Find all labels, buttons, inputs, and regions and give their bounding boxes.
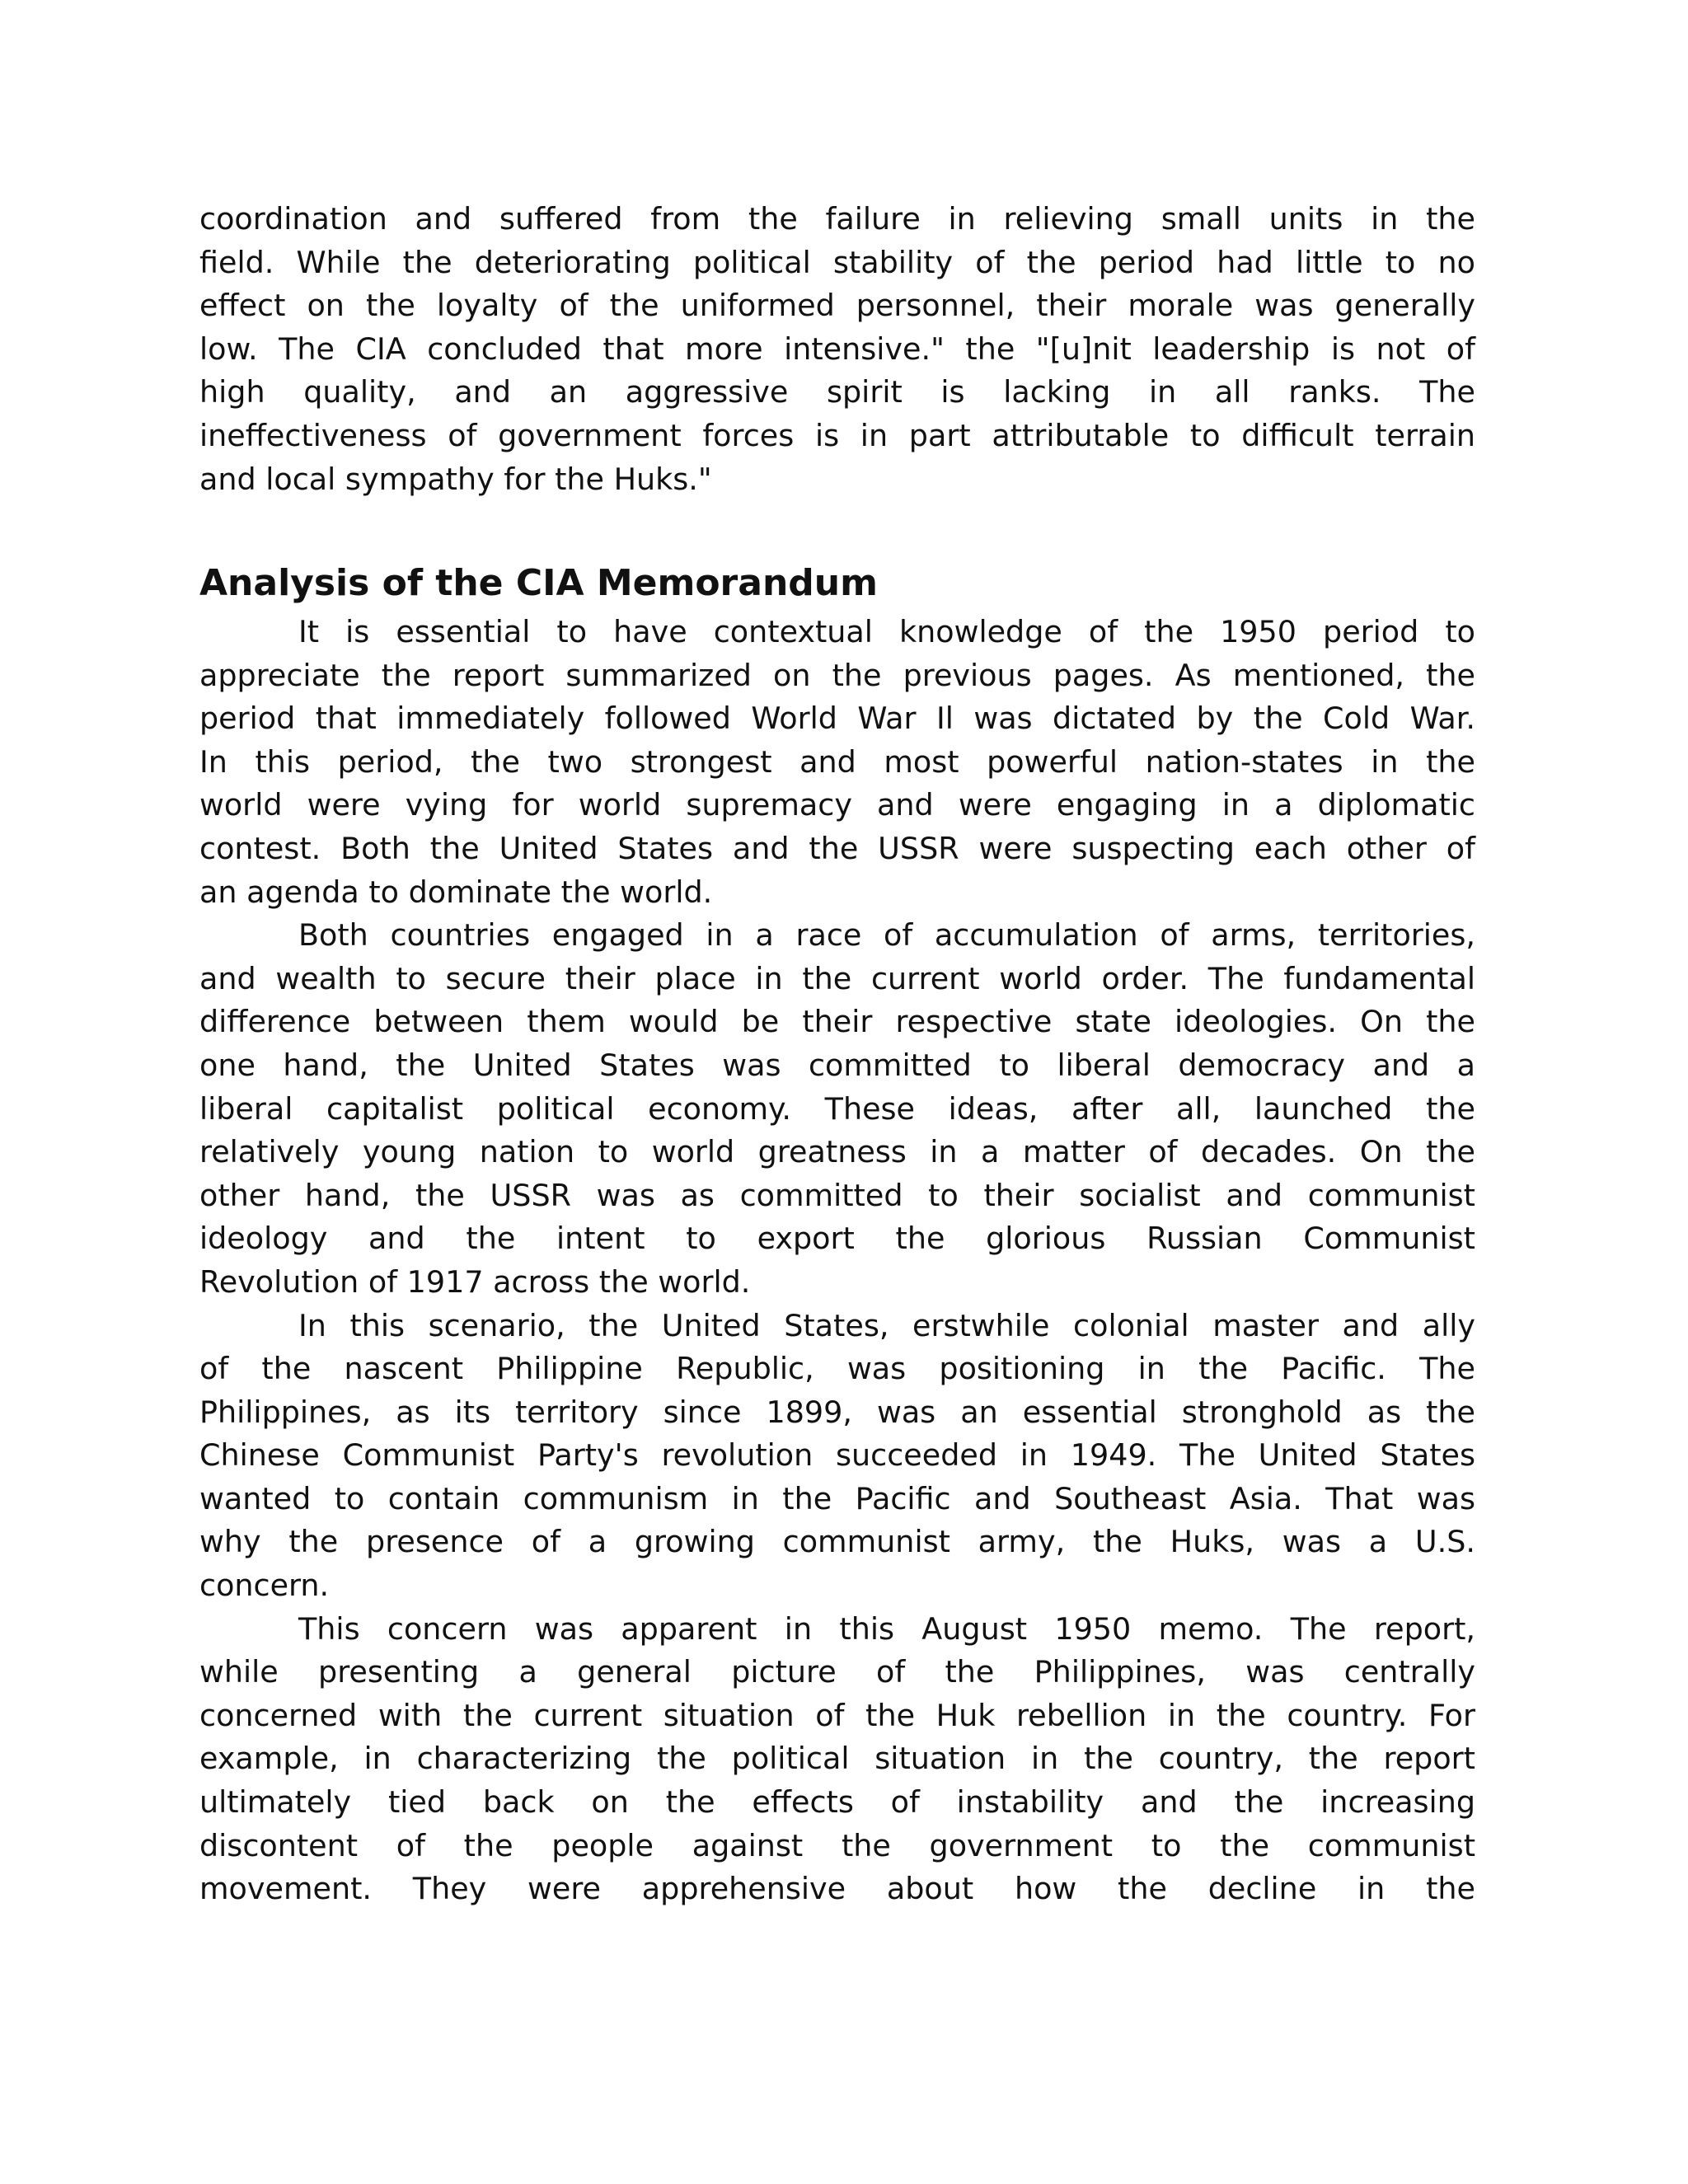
text-line: Both countries engaged in a race of accumulation of arms, territories, [298,917,1475,954]
text-line: Chinese Communist Party's revolution succeeded in 1949. The United States [199,1437,1475,1474]
text-line: coordination and suffered from the failure in relieving small units in the [199,201,1475,237]
text-line: while presenting a general picture of the Philippines, was centrally [199,1654,1475,1690]
text-line: and local sympathy for the Huks." [199,461,712,497]
text-line: high quality, and an aggressive spirit is lacking in all ranks. The [199,374,1475,410]
text-line: one hand, the United States was committed to liberal democracy and a [199,1047,1475,1083]
text-line: period that immediately followed World War Il was dictated by the Cold War. [199,701,1475,737]
text-line: wanted to contain communism in the Pacific and Southeast Asia. That was [199,1480,1475,1516]
text-line: relatively young nation to world greatness in a matter of decades. On the [199,1134,1475,1170]
paragraph [199,198,1475,501]
text-line: It is essential to have contextual knowledge of the 1950 period to [298,614,1475,649]
text-line: difference between them would be their respective state ideologies. On the [199,1004,1475,1040]
paragraph [199,914,1475,1304]
paragraph [199,1608,1475,1911]
text-line: Revolution of 1917 across the world. [199,1263,751,1300]
text-line: ineffectiveness of government forces is in part attributable to difficult terrain [199,417,1475,453]
text-line: discontent of the people against the government to the communist [199,1827,1475,1863]
text-line: In this period, the two strongest and most powerful nation-states in the [199,743,1475,780]
text-line: liberal capitalist political economy. These ideas, after all, launched the [199,1090,1475,1127]
text-line: world were vying for world supremacy and were engaging in a diplomatic [199,787,1475,823]
text-line: contest. Both the United States and the USSR were suspecting each other of [199,830,1475,866]
text-line: low. The CIA concluded that more intensive." the "[u]nit leadership is not of [199,330,1475,367]
text-line: and wealth to secure their place in the current world order. The fundamental [199,960,1475,996]
text-line: Philippines, as its territory since 1899, was an essential stronghold as the [199,1394,1475,1430]
text-line: appreciate the report summarized on the previous pages. As mentioned, the [199,657,1475,693]
paragraph [199,1305,1475,1608]
paragraph [199,611,1475,914]
body-text-continued [199,198,1475,501]
text-line: movement. They were apprehensive about how the decline in the [199,1871,1475,1907]
text-line: ultimately tied back on the effects of instability and the increasing [199,1784,1475,1821]
text-line: an agenda to dominate the world. [199,874,713,910]
text-line: why the presence of a growing communist army, the Huks, was a U.S. [199,1524,1475,1560]
text-line: ideology and the intent to export the glorious Russian Communist [199,1221,1475,1257]
text-line: example, in characterizing the political situation in the country, the report [199,1741,1475,1777]
text-line: This concern was apparent in this August 1950 memo. The report, [298,1610,1475,1647]
section-heading: Analysis of the CIA Memorandum [199,562,878,604]
analysis-section-body [199,611,1475,1911]
text-line: In this scenario, the United States, erstwhile colonial master and ally [298,1307,1475,1343]
text-line: field. While the deteriorating political stability of the period had little to no [199,244,1475,280]
text-line: other hand, the USSR was as committed to their socialist and communist [199,1177,1475,1213]
text-line: concern. [199,1568,330,1604]
text-line: concerned with the current situation of the Huk rebellion in the country. For [199,1697,1475,1733]
text-line: of the nascent Philippine Republic, was positioning in the Pacific. The [199,1351,1475,1387]
text-line: effect on the loyalty of the uniformed personnel, their morale was generally [199,288,1475,324]
